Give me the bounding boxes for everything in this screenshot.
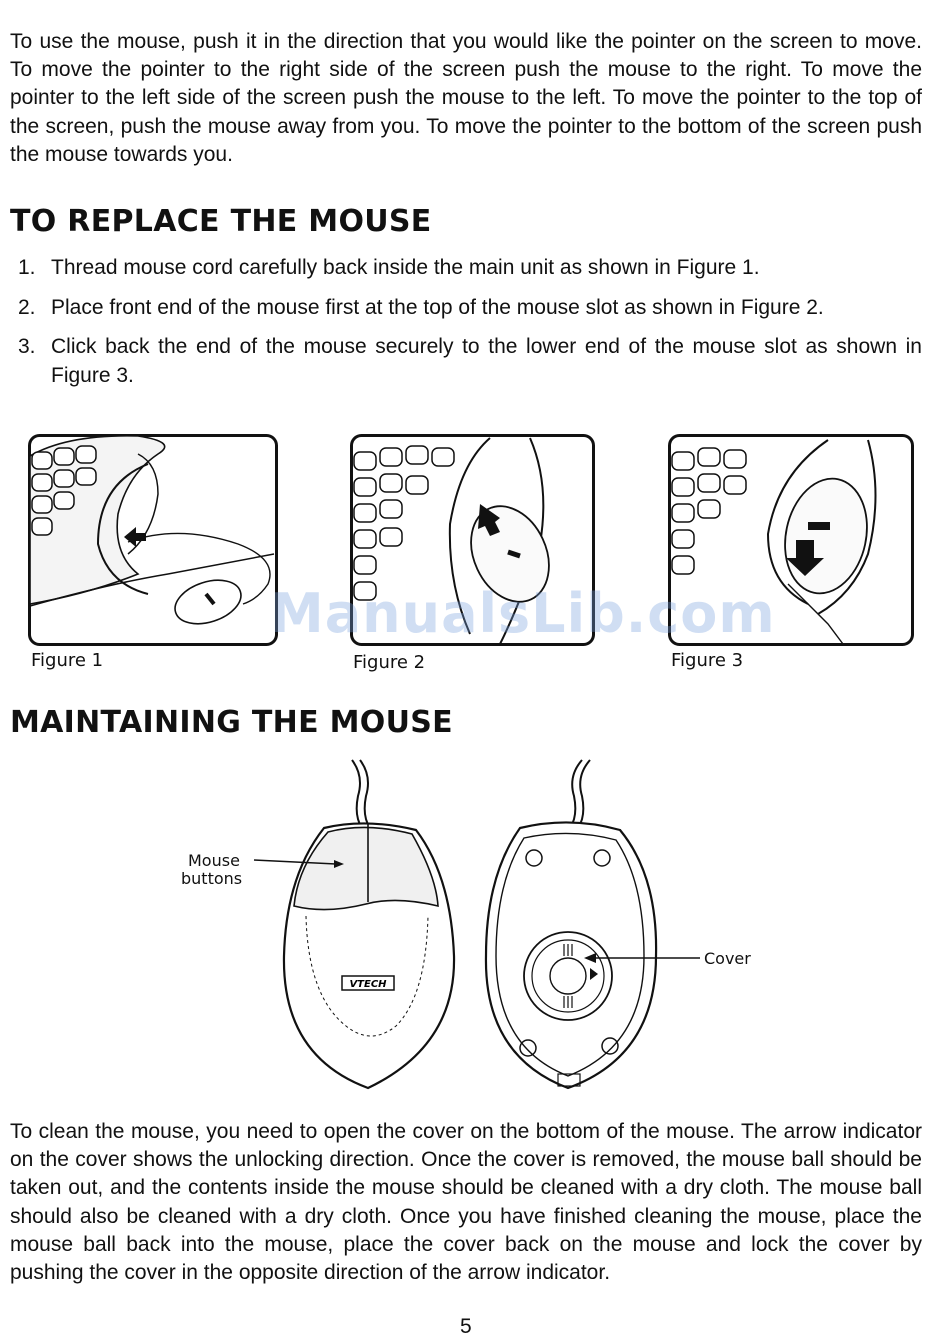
step-text: Click back the end of the mouse securely to the lower end of the mouse slot as shown in Figure 3. [51,335,922,387]
cover-arrow-icon [580,946,704,972]
replace-steps-list [10,254,922,401]
step-number: 1. [18,256,36,279]
mouse-top-view-diagram [276,756,466,1096]
step-2 [10,294,922,323]
step-number: 2. [18,295,36,319]
figure-1-illustration [28,434,278,646]
step-text: Place front end of the mouse first at the top of the mouse slot as shown in Figure 2. [51,295,824,319]
heading-replace-mouse: TO REPLACE THE MOUSE [10,204,432,239]
vtech-logo: VTECH [349,979,387,990]
page-number: 5 [460,1315,472,1338]
heading-maintaining-mouse: MAINTAINING THE MOUSE [10,705,453,740]
step-text: Thread mouse cord carefully back inside the main unit as shown in Figure 1. [51,256,760,279]
figure-1-caption: Figure 1 [31,650,104,671]
mouse-bottom-view-diagram [480,756,660,1096]
step-1 [10,254,922,283]
intro-paragraph: To use the mouse, push it in the direction that you would like the pointer on the screen to move. To move the pointer to the right side of the screen push the mouse to the right. To move the pointer to the left side of the screen push the mouse to the left. To move the pointer to the top of the screen, push the mouse away from you. To move the pointer to the bottom of the screen push the mouse towards you. [10,30,922,166]
step-number: 3. [18,335,36,359]
cleaning-paragraph: To clean the mouse, you need to open the cover on the bottom of the mouse. The arrow indicator on the cover shows the unlocking direction. Once the cover is removed, the mouse ball should be taken out, and the contents inside the mouse should be cleaned with a dry cloth. The mouse ball should also be cleaned with a dry cloth. Once you have finished cleaning the mouse, place the mouse ball back into the mouse, place the cover back on the mouse and lock the cover by pushing the cover in the opposite direction of the arrow indicator. [10,1120,922,1285]
step-3 [10,333,922,390]
cover-label: Cover [704,949,751,968]
watermark: ManualsLib.com [270,582,776,645]
mouse-buttons-arrow-icon [252,852,352,872]
figure-3-caption: Figure 3 [671,650,744,671]
mouse-buttons-label: Mouse buttons [181,851,243,888]
figure-2-caption: Figure 2 [353,652,426,673]
